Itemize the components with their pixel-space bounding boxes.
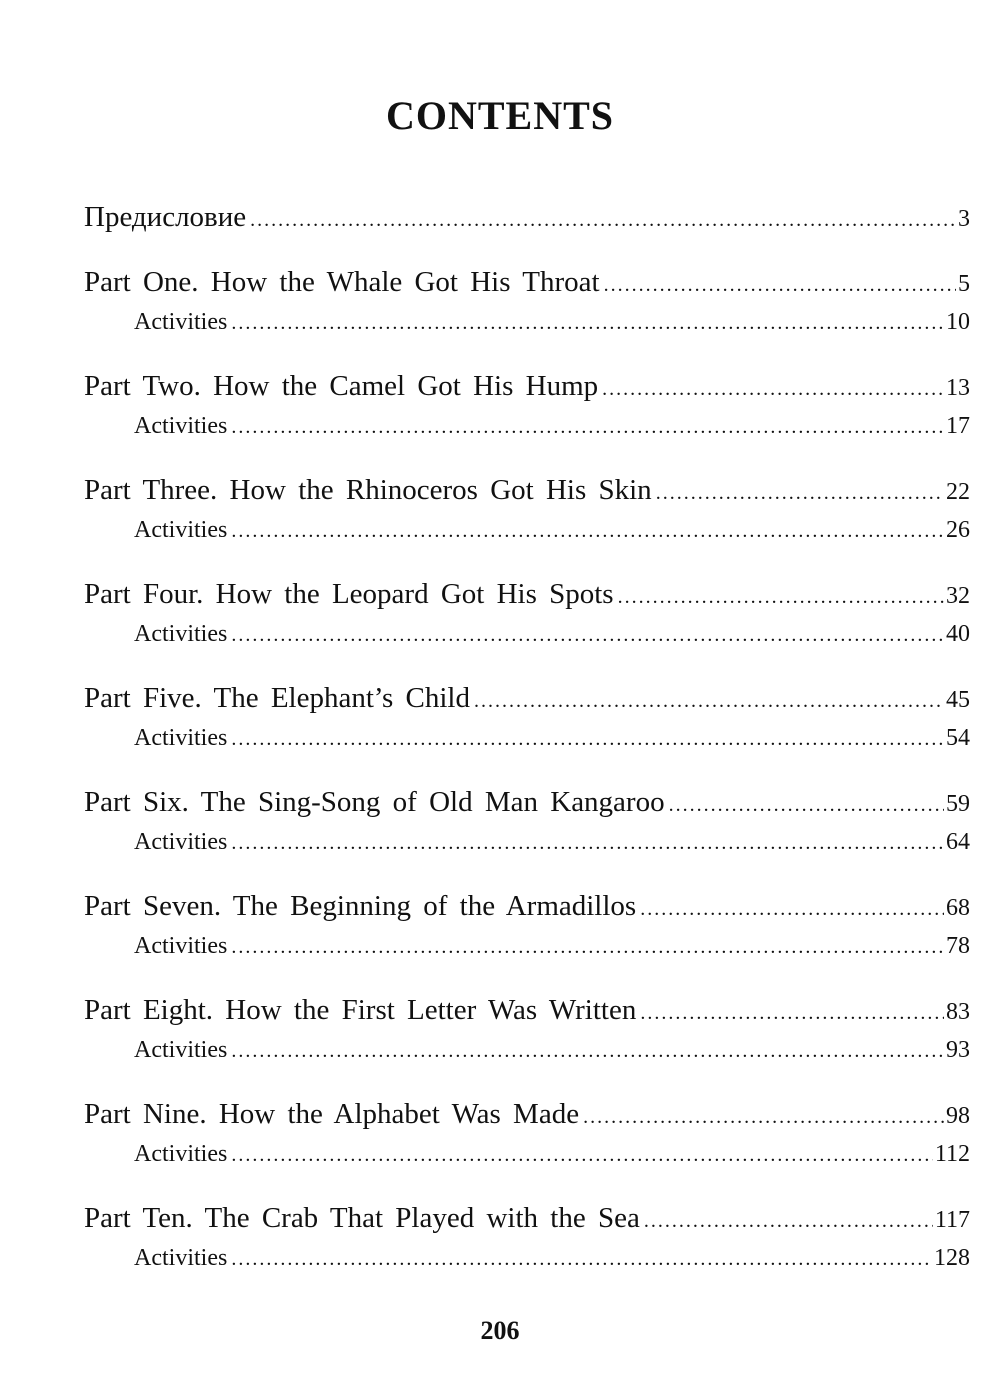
toc-activities-page: 17 bbox=[946, 413, 970, 439]
toc-entry-activities-6 bbox=[84, 823, 970, 861]
toc-entry-preface bbox=[84, 196, 970, 238]
dot-leader bbox=[231, 1136, 933, 1174]
toc-entry-activities-10 bbox=[84, 1239, 970, 1277]
page-title: CONTENTS bbox=[385, 93, 615, 138]
toc-activities-page: 128 bbox=[934, 1245, 970, 1271]
toc-entry-label: Part Eight. How the First Letter Was Written bbox=[84, 994, 637, 1026]
toc-entry-activities-8 bbox=[84, 1031, 970, 1069]
toc-activities-page: 10 bbox=[946, 309, 970, 335]
toc-activities-page: 64 bbox=[946, 829, 970, 855]
toc-entry-label: Part One. How the Whale Got His Throat bbox=[84, 266, 600, 298]
toc-entry-activities-7 bbox=[84, 927, 970, 965]
toc-entry-label: Part Two. How the Camel Got His Hump bbox=[84, 370, 599, 402]
toc-entry-page: 117 bbox=[934, 1207, 970, 1233]
toc-entry-activities-3 bbox=[84, 511, 970, 549]
toc-entry-page: 45 bbox=[946, 687, 970, 713]
dot-leader bbox=[231, 512, 944, 550]
toc-activities-label: Activities bbox=[134, 517, 228, 543]
toc-activities-page: 40 bbox=[946, 621, 970, 647]
toc-entry-part-8 bbox=[84, 989, 970, 1031]
dot-leader bbox=[583, 1096, 944, 1138]
toc-entry-part-5 bbox=[84, 677, 970, 719]
toc-activities-label: Activities bbox=[134, 309, 228, 335]
dot-leader bbox=[618, 576, 944, 618]
toc-entry-part-4 bbox=[84, 573, 970, 615]
toc-activities-label: Activities bbox=[134, 1141, 228, 1167]
toc-activities-label: Activities bbox=[134, 413, 228, 439]
toc-activities-page: 78 bbox=[946, 933, 970, 959]
toc-entry-label: Part Three. How the Rhinoceros Got His Skin bbox=[84, 474, 652, 506]
toc-entry-label: Part Nine. How the Alphabet Was Made bbox=[84, 1098, 580, 1130]
dot-leader bbox=[474, 680, 944, 722]
toc-entry-activities-2 bbox=[84, 407, 970, 445]
toc-entry-label: Part Six. The Sing-Song of Old Man Kangaroo bbox=[84, 786, 665, 818]
dot-leader bbox=[231, 616, 944, 654]
page-number: 206 bbox=[480, 1316, 520, 1345]
toc-entry-activities-5 bbox=[84, 719, 970, 757]
dot-leader bbox=[231, 720, 944, 758]
toc-entry-part-1 bbox=[84, 261, 970, 303]
dot-leader bbox=[231, 1240, 932, 1278]
toc-entry-part-10 bbox=[84, 1197, 970, 1239]
dot-leader bbox=[231, 824, 944, 862]
dot-leader bbox=[231, 928, 944, 966]
toc-entry-activities-9 bbox=[84, 1135, 970, 1173]
toc-activities-label: Activities bbox=[134, 933, 228, 959]
toc-activities-label: Activities bbox=[134, 621, 228, 647]
dot-leader bbox=[644, 1200, 933, 1242]
toc-entry-part-2 bbox=[84, 365, 970, 407]
toc-entry-page: 98 bbox=[946, 1103, 970, 1129]
dot-leader bbox=[250, 199, 956, 241]
toc-entry-page: 3 bbox=[958, 206, 970, 232]
dot-leader bbox=[231, 304, 944, 342]
dot-leader bbox=[656, 472, 944, 514]
toc-entry-label: Part Four. How the Leopard Got His Spots bbox=[84, 578, 614, 610]
toc-entry-page: 13 bbox=[946, 375, 970, 401]
toc-entry-label: Предисловие bbox=[84, 201, 247, 233]
toc-activities-page: 54 bbox=[946, 725, 970, 751]
toc-entry-label: Part Ten. The Crab That Played with the Sea bbox=[84, 1202, 640, 1234]
toc-entry-part-6 bbox=[84, 781, 970, 823]
toc-entry-activities-1 bbox=[84, 303, 970, 341]
toc-activities-page: 93 bbox=[946, 1037, 970, 1063]
toc-entry-page: 5 bbox=[958, 271, 970, 297]
toc-entry-label: Part Seven. The Beginning of the Armadillos bbox=[84, 890, 637, 922]
dot-leader bbox=[640, 888, 944, 930]
toc-entry-page: 59 bbox=[946, 791, 970, 817]
dot-leader bbox=[602, 368, 944, 410]
toc-entry-part-9 bbox=[84, 1093, 970, 1135]
toc-entry-page: 32 bbox=[946, 583, 970, 609]
toc-activities-label: Activities bbox=[134, 725, 228, 751]
toc-activities-page: 26 bbox=[946, 517, 970, 543]
dot-leader bbox=[231, 1032, 944, 1070]
toc-entry-part-3 bbox=[84, 469, 970, 511]
toc-activities-page: 112 bbox=[934, 1141, 970, 1167]
dot-leader bbox=[669, 784, 944, 826]
toc-entry-page: 83 bbox=[946, 999, 970, 1025]
dot-leader bbox=[604, 264, 956, 306]
toc-entry-page: 22 bbox=[946, 479, 970, 505]
toc-entry-page: 68 bbox=[946, 895, 970, 921]
dot-leader bbox=[231, 408, 944, 446]
toc-entry-label: Part Five. The Elephant’s Child bbox=[84, 682, 470, 714]
toc-entry-activities-4 bbox=[84, 615, 970, 653]
dot-leader bbox=[640, 992, 944, 1034]
table-of-contents bbox=[84, 196, 970, 1277]
toc-activities-label: Activities bbox=[134, 1037, 228, 1063]
toc-activities-label: Activities bbox=[134, 1245, 228, 1271]
toc-entry-part-7 bbox=[84, 885, 970, 927]
toc-activities-label: Activities bbox=[134, 829, 228, 855]
